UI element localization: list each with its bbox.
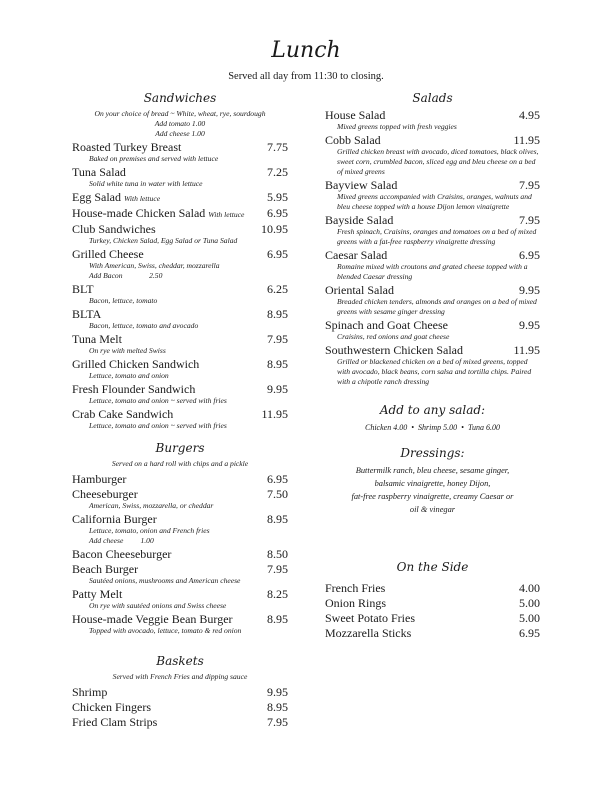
item-name-text: Southwestern Chicken Salad [325,343,463,357]
burger-list [72,473,288,636]
dressing-line: oil & vinegar [409,505,456,514]
item-description: Sautéed onions, mushrooms and American cheese [89,576,241,585]
menu-item [72,613,288,626]
item-name [72,513,157,526]
menu-item [72,308,288,321]
menu-item [72,223,288,236]
item-name-text: House-made Chicken Salad [72,206,206,220]
item-name [72,141,181,154]
item-name [72,308,101,321]
item-price: 9.95 [267,685,288,699]
menu-item [72,488,288,501]
menu-item [325,249,540,262]
menu-item [72,588,288,601]
item-description: American, Swiss, mozzarella, or cheddar [89,501,214,510]
menu-item [325,344,540,357]
menu-item [325,214,540,227]
item-price: 7.95 [267,562,288,576]
item-name-text: Tuna Melt [72,332,122,346]
item-name-text: Bayview Salad [325,178,398,192]
item-price: 8.95 [267,357,288,371]
item-description: On rye with melted Swiss [89,346,166,355]
item-description: Baked on premises and served with lettuce [89,154,219,163]
item-name-text: French Fries [325,581,386,595]
item-description: Grilled chicken breast with avocado, diced tomatoes, black olives, sweet corn, crumbled bacon, sliced egg and bleu cheese on a bed of mixed greens [337,147,539,176]
menu-item [72,408,288,421]
item-price: 7.95 [267,715,288,729]
item-name-text: BLT [72,282,94,296]
item-price: 4.95 [519,108,540,122]
menu-item [72,166,288,179]
page-title: Lunch [271,38,341,63]
item-description: Breaded chicken tenders, almonds and oranges on a bed of mixed greens with sesame ginger dressing [337,297,537,316]
menu-item [325,109,540,122]
dressing-line: balsamic vinaigrette, honey Dijon, [374,479,491,488]
item-name-text: Roasted Turkey Breast [72,140,182,154]
item-description: Lettuce, tomato and onion ~ served with fries [89,421,227,430]
item-name-text: House-made Veggie Bean Burger [72,612,233,626]
item-price: 6.95 [267,206,288,220]
item-note: With lettuce [208,210,245,219]
item-name [72,223,156,236]
item-description: On rye with sautéed onions and Swiss cheese [89,601,227,610]
item-price: 9.95 [267,382,288,396]
add-shrimp: Shrimp 5.00 [418,423,458,432]
menu-item [325,134,540,147]
item-name [72,166,126,179]
item-price: 7.50 [267,487,288,501]
menu-item [325,612,540,625]
item-description: Romaine mixed with croutons and grated cheese topped with a blended Caesar dressing [337,262,528,281]
item-description: Bacon, lettuce, tomato [89,296,158,305]
item-name [325,214,393,227]
item-name [72,473,126,486]
item-description: Fresh spinach, Craisins, oranges and tomatoes on a bed of mixed greens with a fat-free raspberry vinaigrette dressing [337,227,537,246]
separator-dot: • [461,423,464,432]
item-description: Mixed greens accompanied with Craisins, oranges, walnuts and bleu cheese topped with a house Dijon lemon vinaigrette [337,192,532,211]
menu-item [72,283,288,296]
item-price: 7.75 [267,140,288,154]
dressing-line: fat-free raspberry vinaigrette, creamy Caesar or [351,492,514,501]
item-price: 5.00 [519,611,540,625]
menu-item [72,333,288,346]
item-price: 8.25 [267,587,288,601]
menu-item [72,548,288,561]
menu-item [72,473,288,486]
right-column [325,83,540,640]
menu-item [72,207,288,221]
burgers-heading: Burgers [155,441,205,455]
item-name-text: Sweet Potato Fries [325,611,415,625]
item-name [325,627,411,640]
item-name [325,344,463,357]
item-name [72,248,144,261]
item-price: 7.25 [267,165,288,179]
item-price: 6.95 [267,472,288,486]
dressings-heading: Dressings: [400,446,465,460]
item-name-text: Oriental Salad [325,283,394,297]
item-price: 8.95 [267,307,288,321]
item-name-text: Tuna Salad [72,165,126,179]
sandwiches-heading: Sandwiches [143,91,217,105]
burgers-note: Served on a hard roll with chips and a pickle [111,459,249,468]
item-name-text: Chicken Fingers [72,700,151,714]
item-name [72,701,151,714]
menu-item [325,627,540,640]
item-price: 6.25 [267,282,288,296]
item-name [325,179,397,192]
item-name [325,582,385,595]
item-name-text: Grilled Cheese [72,247,144,261]
item-price: 8.95 [267,700,288,714]
item-description: Lettuce, tomato, onion and French fries [89,526,210,535]
item-price: 9.95 [519,318,540,332]
item-price: 9.95 [519,283,540,297]
item-name-text: Fresh Flounder Sandwich [72,382,196,396]
menu-item [72,358,288,371]
menu-item [72,686,288,699]
item-name [72,613,233,626]
item-description: Topped with avocado, lettuce, tomato & red onion [89,626,242,635]
item-name-text: Caesar Salad [325,248,388,262]
item-name [325,597,386,610]
menu-item [72,141,288,154]
separator-dot: • [411,423,415,432]
item-name [325,284,394,297]
item-addon: Add cheese 1.00 [89,536,154,545]
item-name [72,333,122,346]
item-price: 10.95 [261,222,288,236]
menu-item [72,563,288,576]
menu-item [72,248,288,261]
item-price: 5.95 [267,190,288,204]
add-chicken: Chicken 4.00 [365,423,408,432]
item-price: 8.95 [267,612,288,626]
add-to-salad-options [325,423,540,432]
salads-heading: Salads [412,91,453,105]
item-name-text: California Burger [72,512,157,526]
item-description: Lettuce, tomato and onion [89,371,169,380]
item-name [325,249,387,262]
item-price: 11.95 [261,407,288,421]
item-name [325,134,381,147]
baskets-heading: Baskets [156,654,204,668]
menu-item [325,597,540,610]
item-name-text: Mozzarella Sticks [325,626,412,640]
item-name [72,686,107,699]
on-the-side-heading: On the Side [396,560,469,574]
left-column [72,83,288,729]
item-name-text: House Salad [325,108,386,122]
item-note: With lettuce [124,194,161,203]
salad-list [325,109,540,387]
item-name-text: Fried Clam Strips [72,715,158,729]
item-name-text: Crab Cake Sandwich [72,407,174,421]
item-price: 6.95 [267,247,288,261]
item-name-text: Grilled Chicken Sandwich [72,357,200,371]
item-name [72,548,171,561]
item-description: Mixed greens topped with fresh veggies [337,122,457,131]
item-description: Bacon, lettuce, tomato and avocado [89,321,199,330]
item-name [72,588,122,601]
menu-item [72,191,288,205]
item-description: Turkey, Chicken Salad, Egg Salad or Tuna Salad [89,236,238,245]
menu-item [72,716,288,729]
bread-note: On your choice of bread ~ White, wheat, rye, sourdough [94,109,266,118]
dressing-line: Buttermilk ranch, bleu cheese, sesame ginger, [355,466,510,475]
item-price: 6.95 [519,248,540,262]
item-name [325,109,385,122]
baskets-note: Served with French Fries and dipping sauce [112,672,248,681]
item-name [72,716,157,729]
menu-item [325,179,540,192]
item-name [325,612,415,625]
menu-item [325,319,540,332]
basket-list [72,686,288,729]
item-name [72,563,138,576]
item-name [72,191,160,205]
add-to-salad-heading: Add to any salad: [379,403,486,417]
item-name-text: Shrimp [72,685,108,699]
item-price: 4.00 [519,581,540,595]
item-price: 7.95 [519,213,540,227]
item-name-text: Cobb Salad [325,133,381,147]
item-name-text: Beach Burger [72,562,139,576]
item-name-text: Patty Melt [72,587,123,601]
item-name [72,283,94,296]
item-name-text: Bayside Salad [325,213,394,227]
item-price: 11.95 [513,133,540,147]
item-description: Lettuce, tomato and onion ~ served with fries [89,396,227,405]
item-name-text: Bacon Cheeseburger [72,547,172,561]
item-name-text: Hamburger [72,472,127,486]
add-tomato-note: Add tomato 1.00 [154,119,206,128]
menu-item [325,582,540,595]
item-name-text: Club Sandwiches [72,222,156,236]
item-price: 8.50 [267,547,288,561]
item-description: Solid white tuna in water with lettuce [89,179,203,188]
item-description: Grilled or blackened chicken on a bed of mixed greens, topped with avocado, black beans, corn salsa and tortilla chips. Paired with a chipotle ranch dressing [337,357,532,386]
item-name [72,383,195,396]
item-name [72,207,244,221]
sandwich-list [72,141,288,431]
item-description: With American, Swiss, cheddar, mozzarella [89,261,220,270]
item-price: 5.00 [519,596,540,610]
item-name [72,488,138,501]
menu-item [325,284,540,297]
item-name-text: BLTA [72,307,102,321]
item-name [72,358,199,371]
menu-item [72,701,288,714]
item-name [72,408,173,421]
item-name-text: Onion Rings [325,596,387,610]
serving-hours: Served all day from 11:30 to closing. [228,71,384,82]
add-cheese-note: Add cheese 1.00 [155,129,205,138]
menu-item [72,383,288,396]
item-price: 7.95 [267,332,288,346]
item-description: Craisins, red onions and goat cheese [337,332,450,341]
side-list [325,582,540,640]
item-name-text: Spinach and Goat Cheese [325,318,448,332]
add-tuna: Tuna 6.00 [467,423,500,432]
item-name-text: Egg Salad [72,190,121,204]
item-price: 6.95 [519,626,540,640]
item-addon: Add Bacon 2.50 [89,271,163,280]
item-name-text: Cheeseburger [72,487,138,501]
item-price: 11.95 [513,343,540,357]
item-name [325,319,448,332]
item-price: 8.95 [267,512,288,526]
item-price: 7.95 [519,178,540,192]
menu-item [72,513,288,526]
